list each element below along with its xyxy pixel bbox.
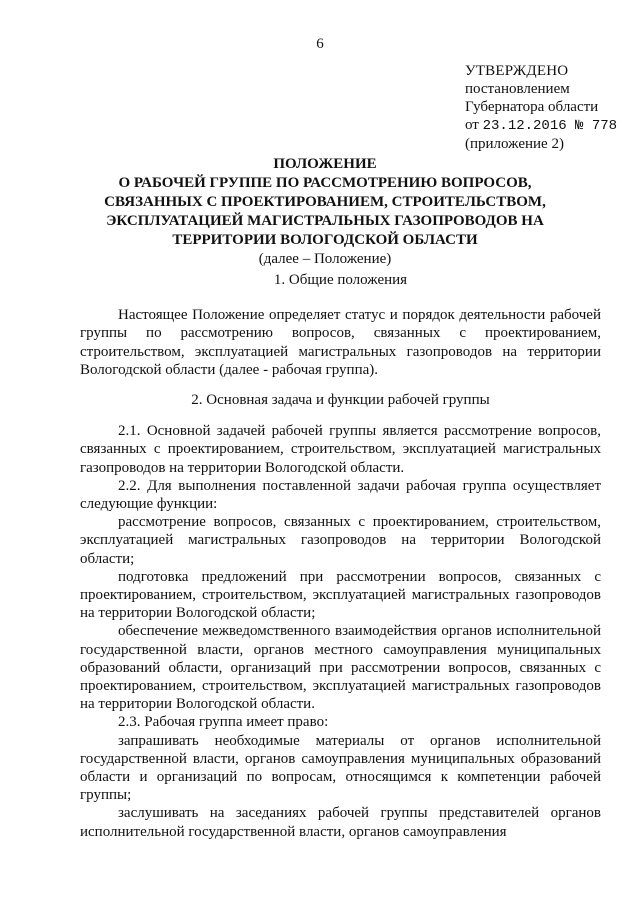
section-1-paragraph-1: Настоящее Положение определяет статус и порядок деятельности рабочей группы по рассмотрению вопросов, связанных с проектированием, строительством, эксплуатацией магистральных газопроводов на территории Вологодской области (далее - рабочая группа).: [80, 307, 601, 378]
heading-line-1: ПОЛОЖЕНИЕ: [273, 156, 377, 172]
heading-line-3: СВЯЗАННЫХ С ПРОЕКТИРОВАНИЕМ, СТРОИТЕЛЬСТВОМ,: [104, 194, 546, 210]
section-1-title: 1. Общие положения: [273, 272, 408, 288]
document-body: [80, 271, 601, 841]
heading-line-2: О РАБОЧЕЙ ГРУППЕ ПО РАССМОТРЕНИЮ ВОПРОСОВ,: [118, 175, 532, 191]
section-2-paragraph-8: заслушивать на заседаниях рабочей группы представителей органов исполнительной государственной власти, органов самоуправления: [80, 805, 601, 840]
document-heading: [80, 155, 570, 269]
heading-line-4: ЭКСПЛУАТАЦИЕЙ МАГИСТРАЛЬНЫХ ГАЗОПРОВОДОВ НА: [106, 213, 544, 229]
section-2-paragraph-5: обеспечение межведомственного взаимодействия органов исполнительной государственной власти, органов местного самоуправления муниципальных образований области, организаций при рассмотрении вопросов, связанных с проектированием, строительством, эксплуатацией магистральных газопроводов на территории Вологодской области.: [80, 623, 601, 713]
heading-line-5: ТЕРРИТОРИИ ВОЛОГОДСКОЙ ОБЛАСТИ: [172, 232, 478, 248]
section-2-paragraph-7: запрашивать необходимые материалы от органов исполнительной государственной власти, органов самоуправления муниципальных образований области и организаций по вопросам, относящимся к компетенции рабочей группы;: [80, 732, 601, 804]
page-number: 6: [316, 36, 324, 52]
section-2-paragraph-6: 2.3. Рабочая группа имеет право:: [118, 714, 329, 731]
approval-line-2: Губернатора области: [465, 99, 599, 115]
approval-date: 23.12.2016 № 778: [482, 118, 618, 134]
section-2-paragraph-3: рассмотрение вопросов, связанных с проектированием, строительством, эксплуатацией магистральных газопроводов на территории Вологодской области;: [80, 514, 601, 567]
approval-line-1: постановлением: [465, 81, 570, 97]
approval-stamp: [465, 62, 617, 153]
section-2-title: 2. Основная задача и функции рабочей группы: [191, 392, 490, 409]
section-2-paragraph-4: подготовка предложений при рассмотрении вопросов, связанных с проектированием, строительством, эксплуатацией магистральных газопроводов на территории Вологодской области;: [80, 568, 601, 622]
approval-title: УТВЕРЖДЕНО: [465, 63, 569, 79]
heading-subtitle: (далее – Положение): [258, 251, 392, 267]
section-2-paragraph-2: 2.2. Для выполнения поставленной задачи рабочая группа осуществляет следующие функции:: [80, 477, 601, 513]
approval-annex: (приложение 2): [465, 136, 564, 152]
approval-date-prefix: от: [465, 117, 483, 133]
section-2-paragraph-1: 2.1. Основной задачей рабочей группы является рассмотрение вопросов, связанных с проектированием, строительством, эксплуатацией магистральных газопроводов на территории Вологодской области.: [80, 423, 601, 476]
approval-date-line: [465, 116, 617, 135]
